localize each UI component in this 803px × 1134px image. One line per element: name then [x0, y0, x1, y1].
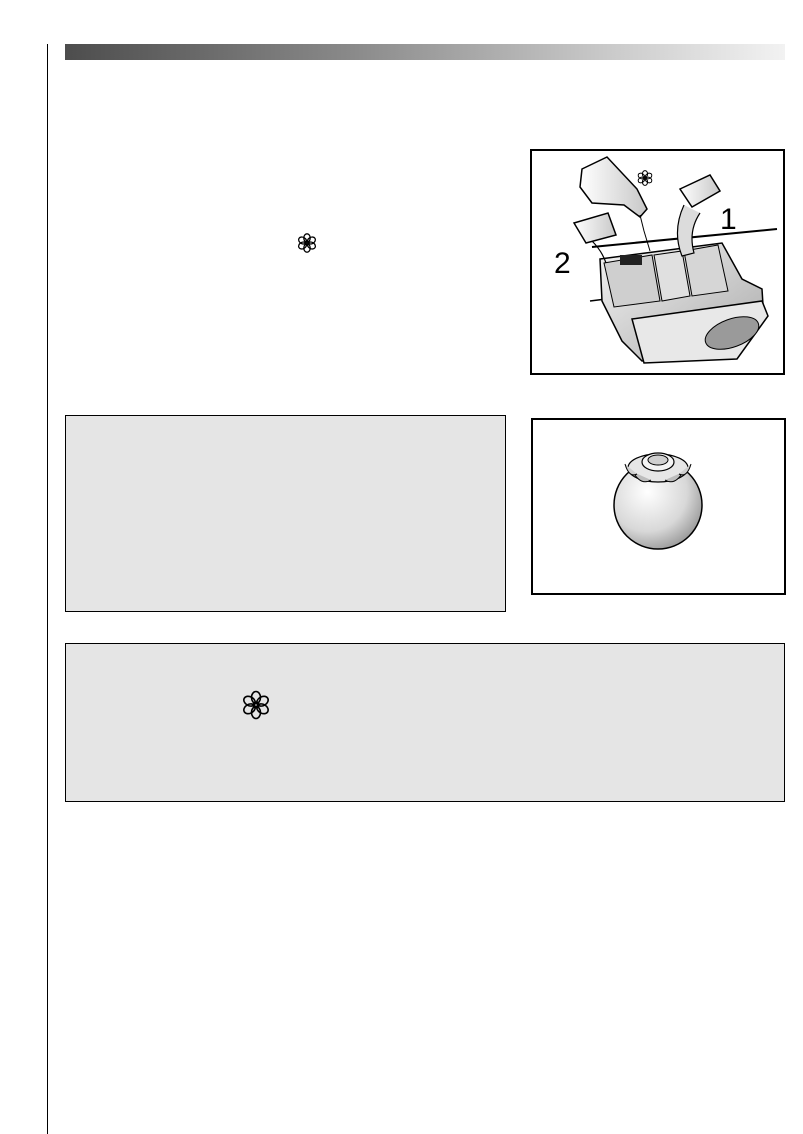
flower-icon	[637, 171, 653, 186]
dosing-ball-illustration	[533, 420, 784, 593]
section-header-bar	[65, 44, 785, 60]
dispenser-illustration	[532, 151, 783, 373]
dispenser-figure	[530, 149, 785, 375]
compartment-label-2: 2	[554, 247, 571, 280]
flower-icon	[296, 232, 318, 254]
page-margin-rule	[47, 44, 48, 1134]
flower-icon	[240, 689, 272, 721]
compartment-label-1: 1	[720, 203, 737, 236]
note-box-dosing	[65, 415, 506, 612]
dosing-ball-figure	[531, 418, 786, 595]
note-box-softener	[65, 643, 785, 802]
